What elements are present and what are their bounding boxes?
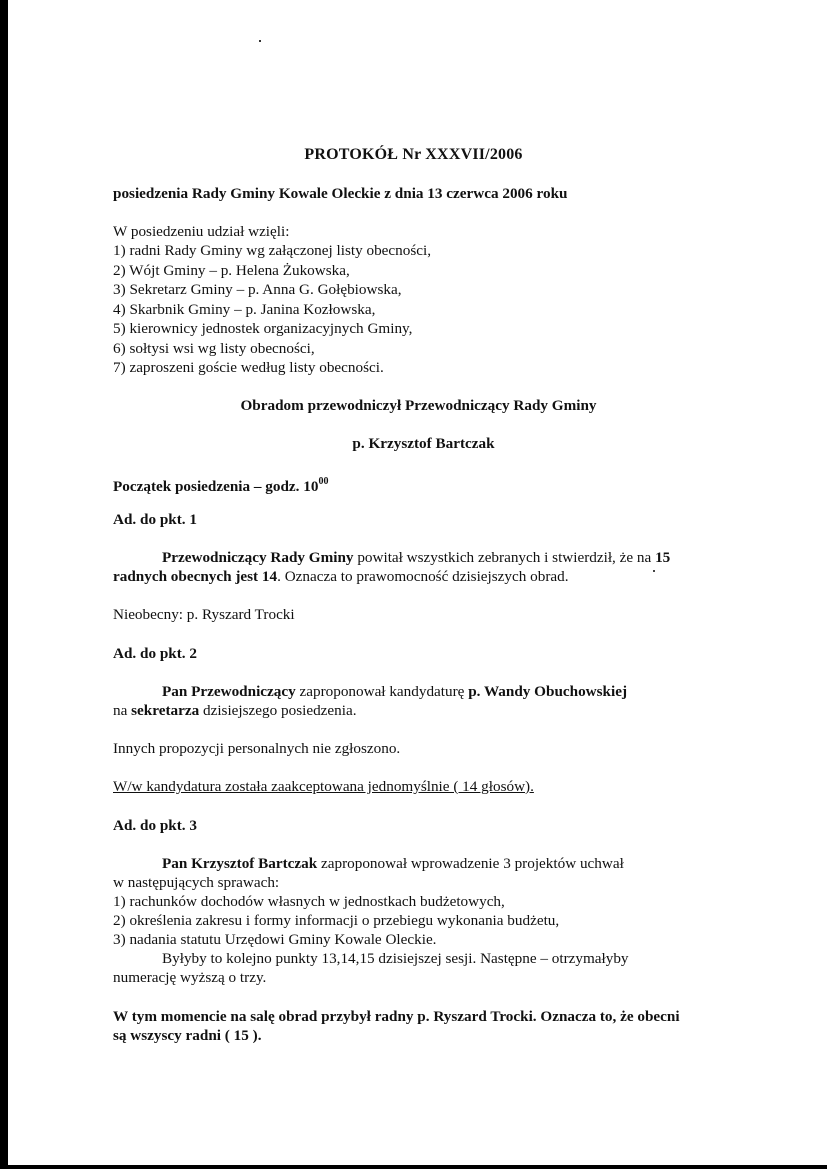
section-heading-pkt2: Ad. do pkt. 2 [113,645,197,662]
attendance-item: 1) radni Rady Gminy wg załączonej listy obecności, [113,242,432,259]
text: powitał wszystkich zebranych i stwierdził, że na [353,549,656,566]
bold-text: 15 [655,549,671,566]
attendance-item: 3) Sekretarz Gminy – p. Anna G. Gołębiowska, [113,281,402,298]
meeting-start [113,472,328,496]
section-heading-pkt3: Ad. do pkt. 3 [113,817,197,834]
bold-text: p. Wandy Obuchowskiej [468,683,628,700]
meeting-start-label: Początek posiedzenia – godz. 10 [113,478,319,495]
attendance-item: 5) kierownicy jednostek organizacyjnych Gminy, [113,320,413,337]
text: . Oznacza to prawomocność dzisiejszych obrad. [277,568,569,585]
pkt3-list-item: 3) nadania statutu Urzędowi Gminy Kowale Oleckie. [113,931,437,948]
document-subtitle: posiedzenia Rady Gminy Kowale Oleckie z dnia 13 czerwca 2006 roku [113,185,568,202]
meeting-start-minutes: 00 [318,476,329,487]
scan-speck [653,570,655,572]
attendance-item: 4) Skarbnik Gminy – p. Janina Kozłowska, [113,301,376,318]
bold-text: Przewodniczący Rady Gminy [162,549,354,566]
scan-border-left [0,0,8,1169]
attendance-intro: W posiedzeniu udział wzięli: [113,223,290,240]
pkt1-paragraph-line [113,567,569,586]
attendance-item: 7) zaproszeni goście według listy obecności. [113,359,384,376]
text: dzisiejszego posiedzenia. [199,702,357,719]
bold-text: Pan Krzysztof Bartczak [162,855,318,872]
pkt1-paragraph-line [162,548,670,567]
bold-text: sekretarza [131,702,200,719]
pkt2-other-proposals: Innych propozycji personalnych nie zgłoszono. [113,740,401,757]
bold-text: radnych obecnych jest 14 [113,568,278,585]
bold-text: Pan Przewodniczący [162,683,296,700]
pkt2-paragraph-line [113,701,357,720]
arrival-note-line: są wszyscy radni ( 15 ). [113,1027,262,1044]
text: zaproponował kandydaturę [295,683,469,700]
pkt3-paragraph-line [162,854,624,873]
pkt3-list-item: 1) rachunków dochodów własnych w jednostkach budżetowych, [113,893,505,910]
pkt3-note-line: Byłyby to kolejno punkty 13,14,15 dzisiejszej sesji. Następne – otrzymałyby [162,950,629,967]
document-title: PROTOKÓŁ Nr XXXVII/2006 [304,146,523,163]
arrival-note-line: W tym momencie na salę obrad przybył radny p. Ryszard Trocki. Oznacza to, że obecni [113,1008,680,1025]
chair-name: p. Krzysztof Bartczak [352,435,495,452]
section-heading-pkt1: Ad. do pkt. 1 [113,511,197,528]
chair-line: Obradom przewodniczył Przewodniczący Rady Gminy [240,397,597,414]
scan-border-bottom [0,1165,827,1169]
attendance-item: 6) sołtysi wsi wg listy obecności, [113,340,315,357]
pkt2-paragraph-line [162,682,627,701]
pkt3-note-line: numerację wyższą o trzy. [113,969,267,986]
pkt3-paragraph-line: w następujących sprawach: [113,874,280,891]
pkt3-list-item: 2) określenia zakresu i formy informacji o przebiegu wykonania budżetu, [113,912,560,929]
pkt2-vote-result: W/w kandydatura została zaakceptowana jednomyślnie ( 14 głosów). [113,778,534,795]
pkt1-absent: Nieobecny: p. Ryszard Trocki [113,606,295,623]
text: na [113,702,132,719]
text: zaproponował wprowadzenie 3 projektów uchwał [317,855,624,872]
attendance-item: 2) Wójt Gminy – p. Helena Żukowska, [113,262,350,279]
scan-speck [259,40,261,42]
